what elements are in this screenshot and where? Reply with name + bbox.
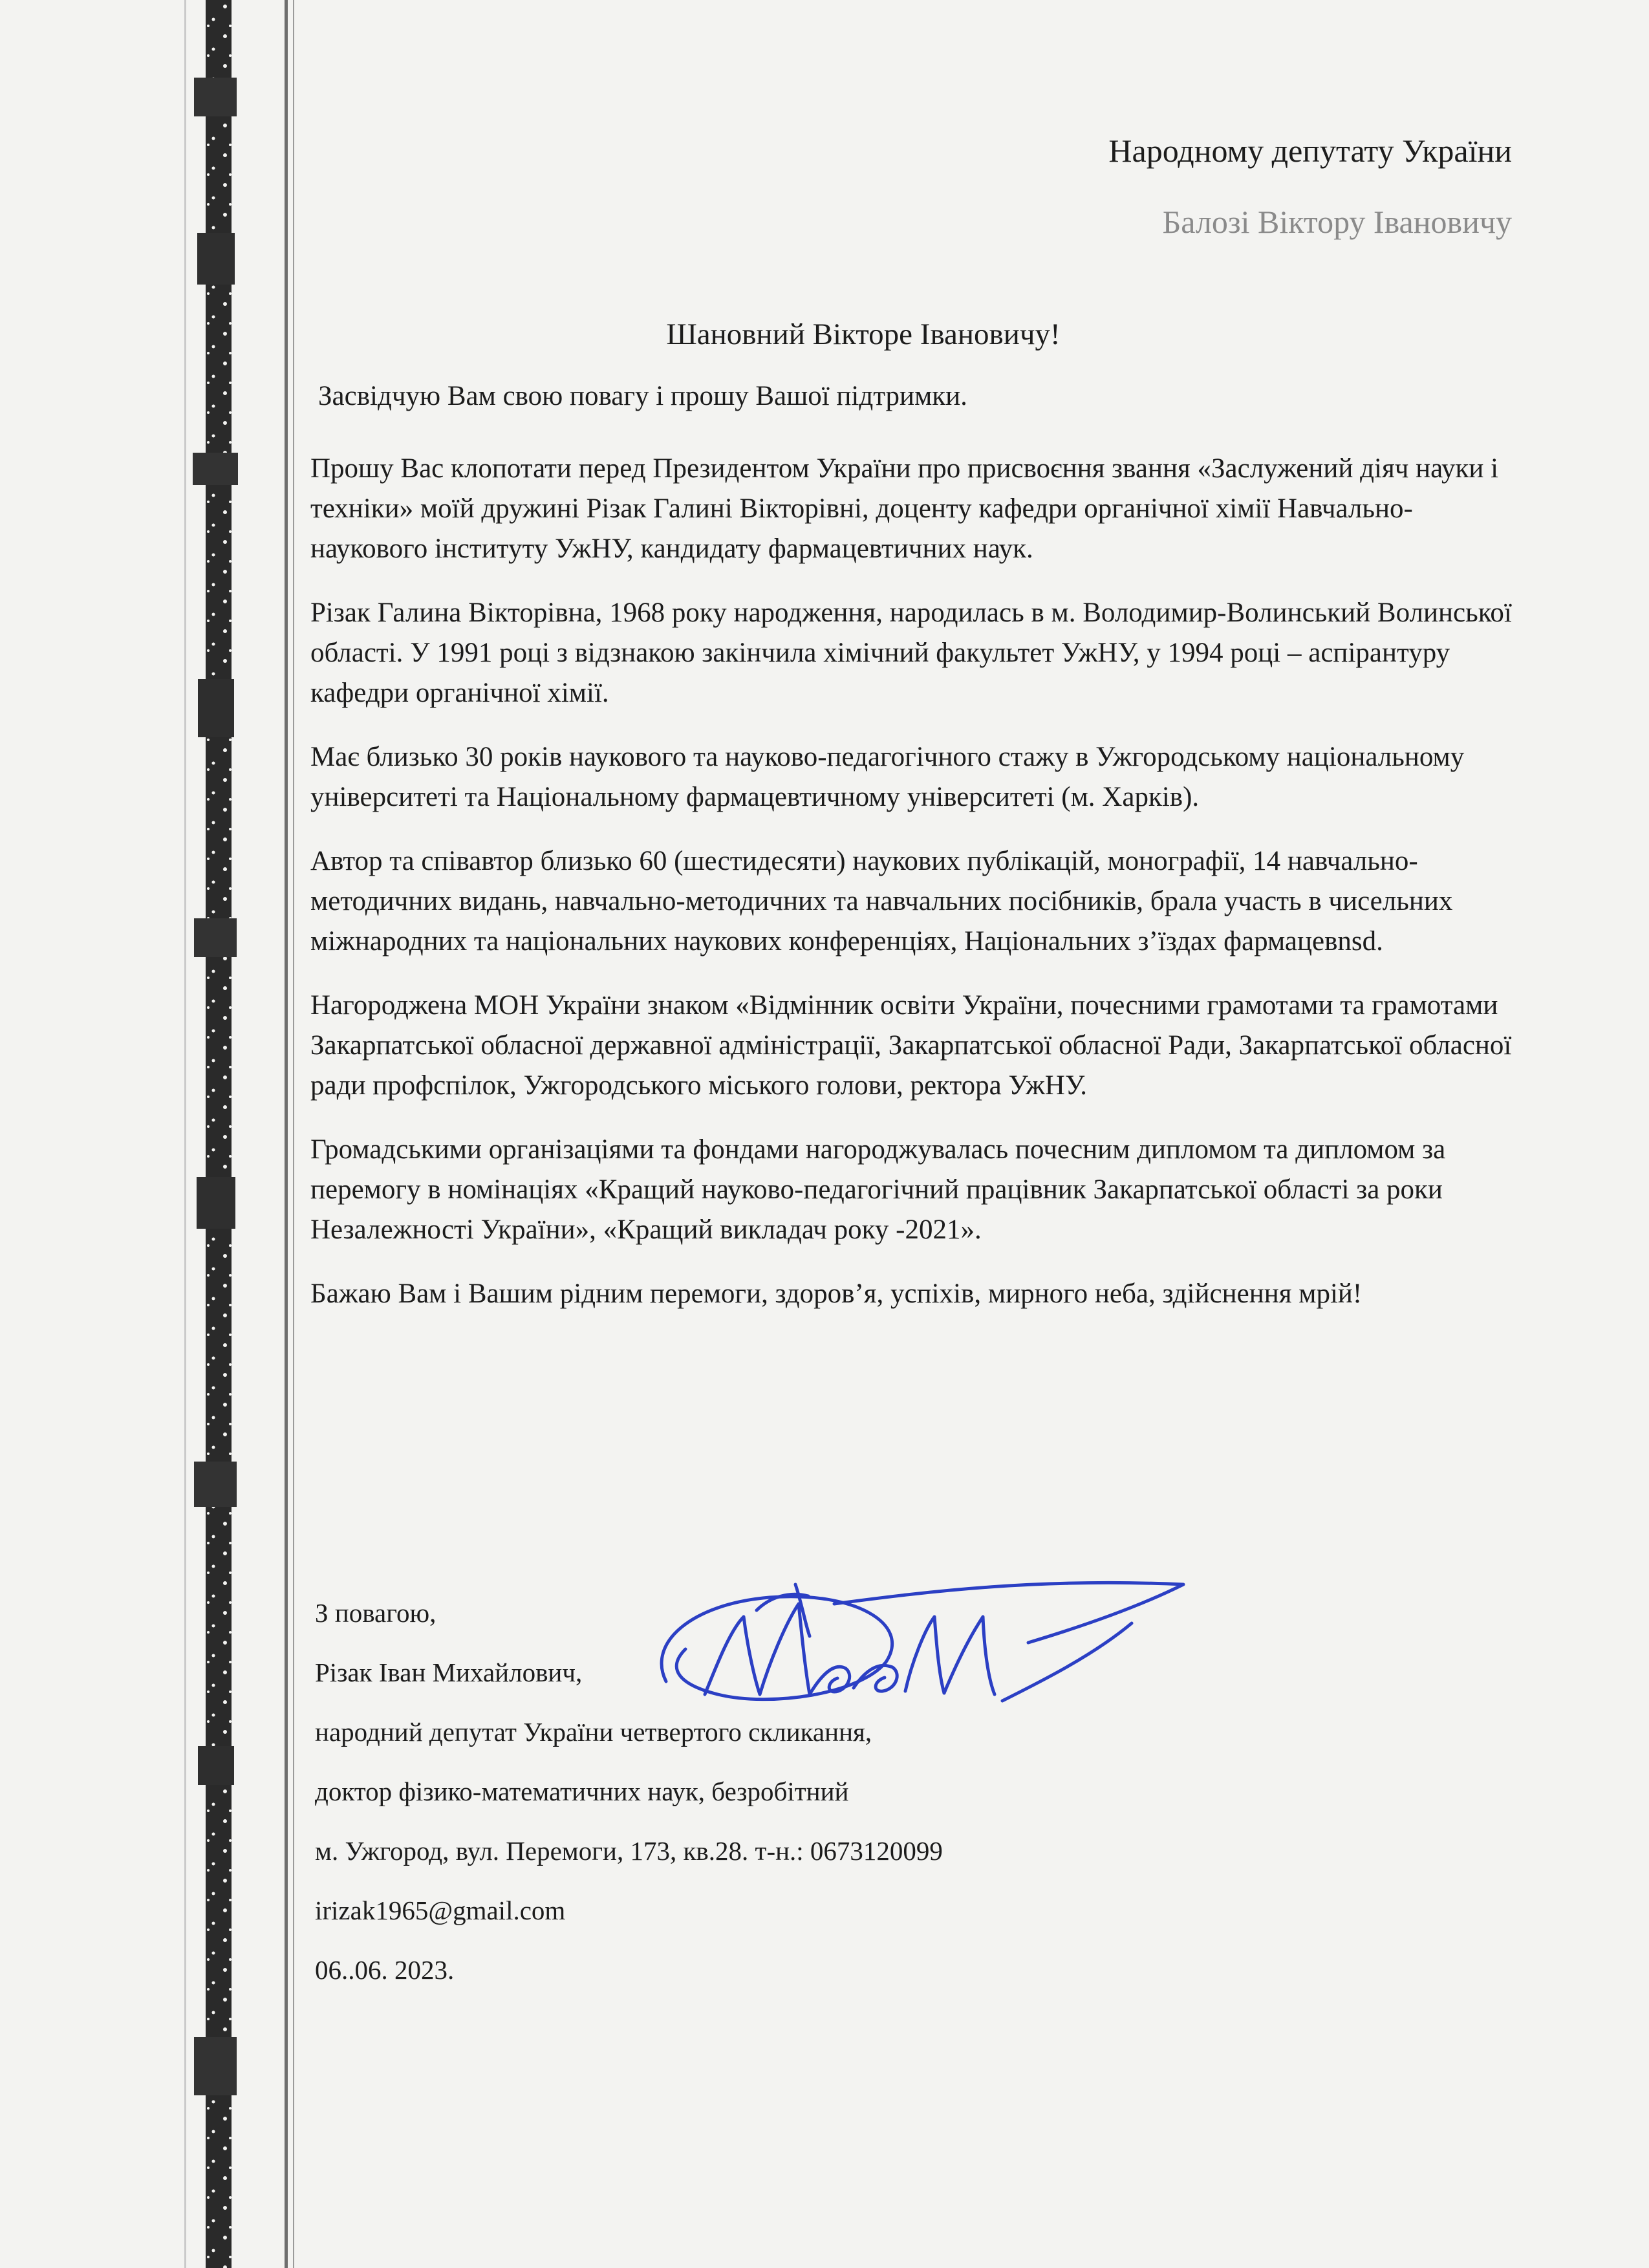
sender-title: народний депутат України четвертого скликання, <box>315 1717 872 1747</box>
letter-date: 06..06. 2023. <box>315 1955 455 1985</box>
addressee-block <box>1108 115 1512 257</box>
addressee-name: Балозі Віктору Івановичу <box>1162 204 1512 240</box>
paragraph-awards: Нагороджена МОН України знаком «Відмінник освіти України, почесними грамотами та грамотами Закарпатської обласної державної адміністрації, Закарпатської обласної Ради, Закарпатської обласної ради профспілок, Ужгородського міського голови, ректора УжНУ. <box>310 990 1512 1101</box>
sender-address: м. Ужгород, вул. Перемоги, 173, кв.28. т-н.: 0673120099 <box>315 1836 943 1866</box>
sender-name: Різак Іван Михайлович, <box>315 1658 583 1687</box>
paragraph-diplomas: Громадськими організаціями та фондами нагороджувалась почесним дипломом та дипломом за перемогу в номінаціях «Кращий науково-педагогічний працівник Закарпатської області за роки Незалежності України», «Кращий викладач року -2021». <box>310 1134 1446 1245</box>
letter-body <box>310 376 1526 1338</box>
paragraph-request: Прошу Вас клопотати перед Президентом України про присвоєння звання «Заслужений діяч науки і техніки» моїй дружині Різак Галині Вікторівні, доценту кафедри органічної хімії Навчально-наукового інституту УжНУ, кандидату фармацевтичних наук. <box>310 453 1499 564</box>
paragraph-wishes: Бажаю Вам і Вашим рідним перемоги, здоров’я, успіхів, мирного неба, здійснення мрій! <box>310 1279 1363 1309</box>
sender-email: irizak1965@gmail.com <box>315 1895 566 1925</box>
salutation: Шановний Вікторе Івановичу! <box>666 318 1061 351</box>
addressee-title: Народному депутату України <box>1108 133 1512 169</box>
closing-regards: З повагою, <box>315 1598 436 1628</box>
paragraph-publications: Автор та співавтор близько 60 (шестидесяти) наукових публікацій, монографії, 14 навчально-методичних видань, навчально-методичних та навчальних посібників, брала участь в чисельних міжнародних та національних наукових конференціях, Національних з’їздах фармацевnsd. <box>310 846 1453 956</box>
handwritten-signature <box>640 1565 1196 1733</box>
paragraph-biography: Різак Галина Вікторівна, 1968 року народження, народилась в м. Володимир-Волинський Волинської області. У 1991 році з відзнакою закінчила хімічний факультет УжНУ, у 1994 році – аспірантуру кафедри органічної хімії. <box>310 598 1512 708</box>
paragraph-intro: Засвідчую Вам свою повагу і прошу Вашої підтримки. <box>318 381 967 411</box>
paragraph-experience: Має близько 30 років наукового та науково-педагогічного стажу в Ужгородському національному університеті та Національному фармацевтичному університеті (м. Харків). <box>310 742 1465 812</box>
sender-degree: доктор фізико-математичних наук, безробітний <box>315 1777 849 1806</box>
